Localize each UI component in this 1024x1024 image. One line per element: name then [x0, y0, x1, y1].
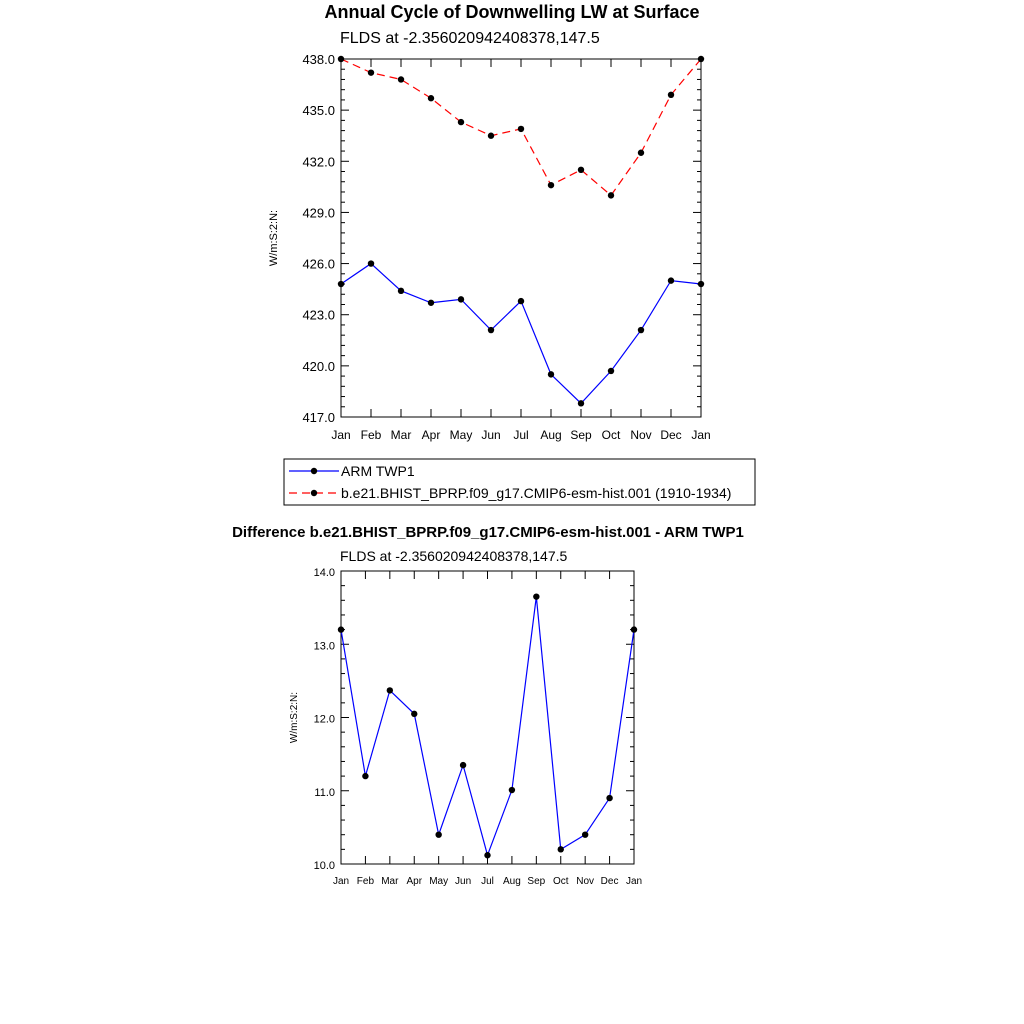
y-tick-label: 11.0 — [314, 786, 335, 799]
data-point — [558, 846, 564, 852]
data-point — [338, 626, 344, 632]
y-tick-label: 423.0 — [302, 307, 335, 323]
series-line-1 — [341, 597, 634, 856]
data-point — [518, 126, 524, 132]
x-tick-label: Aug — [540, 428, 562, 442]
y-tick-label: 12.0 — [313, 713, 335, 726]
data-point — [368, 69, 374, 75]
y-axis-label: W/m:S:2:N: — [268, 209, 280, 267]
chart1-legend — [284, 459, 755, 505]
data-point — [398, 76, 404, 82]
series-line-1 — [341, 264, 701, 404]
data-point — [698, 56, 704, 62]
y-tick-label: 13.0 — [313, 640, 335, 653]
data-point — [606, 795, 612, 801]
data-point — [411, 711, 417, 717]
y-tick-label: 426.0 — [302, 256, 335, 272]
legend-marker — [311, 490, 317, 496]
data-point — [428, 300, 434, 306]
x-tick-label: Apr — [421, 428, 441, 442]
data-point — [488, 133, 494, 139]
x-tick-label: Jun — [455, 876, 472, 887]
x-tick-label: Oct — [601, 428, 621, 442]
x-tick-label: Jul — [513, 428, 529, 442]
data-point — [338, 281, 344, 287]
data-point — [608, 192, 614, 198]
x-tick-label: Sep — [570, 428, 592, 442]
chart2 — [289, 567, 642, 887]
x-tick-label: Nov — [630, 428, 652, 442]
data-point — [509, 787, 515, 793]
data-point — [387, 687, 393, 693]
chart2-subtitle: FLDS at -2.356020942408378,147.5 — [340, 548, 568, 564]
x-tick-label: Jan — [331, 428, 351, 442]
plot-frame — [341, 59, 701, 417]
data-point — [398, 288, 404, 294]
data-point — [578, 400, 584, 406]
data-point — [638, 327, 644, 333]
data-point — [668, 92, 674, 98]
data-point — [631, 626, 637, 632]
x-tick-label: May — [449, 428, 473, 442]
data-point — [428, 95, 434, 101]
data-point — [578, 167, 584, 173]
data-point — [698, 281, 704, 287]
data-point — [458, 296, 464, 302]
x-tick-label: Sep — [527, 876, 546, 887]
x-tick-label: Mar — [381, 876, 399, 887]
y-tick-label: 417.0 — [302, 410, 335, 425]
data-point — [582, 832, 588, 838]
y-tick-label: 438.0 — [302, 52, 335, 67]
plot-frame — [341, 571, 634, 864]
x-tick-label: Mar — [390, 428, 412, 442]
x-tick-label: Jan — [625, 876, 643, 887]
x-tick-label: Jul — [481, 876, 494, 887]
y-tick-label: 14.0 — [313, 567, 335, 579]
y-tick-label: 429.0 — [302, 205, 335, 221]
x-tick-label: Dec — [660, 428, 682, 442]
data-point — [518, 298, 524, 304]
legend-marker — [311, 468, 317, 474]
x-tick-label: Jan — [332, 876, 350, 887]
x-tick-label: Dec — [600, 876, 619, 887]
x-tick-label: Jan — [691, 428, 711, 442]
x-tick-label: Nov — [576, 876, 595, 887]
data-point — [608, 368, 614, 374]
y-axis-label: W/m:S:2:N: — [289, 691, 300, 744]
chart1-title: Annual Cycle of Downwelling LW at Surface — [324, 2, 700, 22]
data-point — [638, 150, 644, 156]
chart2-title: Difference b.e21.BHIST_BPRP.f09_g17.CMIP6-esm-hist.001 - ARM TWP1 — [232, 524, 744, 541]
y-tick-label: 432.0 — [302, 154, 335, 170]
data-point — [338, 56, 344, 62]
x-tick-label: Jun — [481, 428, 501, 442]
y-tick-label: 10.0 — [313, 860, 335, 872]
x-tick-label: Aug — [503, 876, 521, 887]
x-tick-label: May — [429, 876, 449, 887]
data-point — [368, 260, 374, 266]
x-tick-label: Feb — [360, 428, 382, 442]
data-point — [668, 277, 674, 283]
data-point — [548, 371, 554, 377]
data-point — [435, 832, 441, 838]
data-point — [458, 119, 464, 125]
legend-label-1: ARM TWP1 — [341, 463, 415, 479]
x-tick-label: Oct — [552, 876, 569, 887]
data-point — [484, 852, 490, 858]
data-point — [362, 773, 368, 779]
chart1-subtitle: FLDS at -2.356020942408378,147.5 — [340, 30, 600, 47]
x-tick-label: Feb — [356, 876, 375, 887]
y-tick-label: 435.0 — [302, 103, 335, 119]
data-point — [548, 182, 554, 188]
data-point — [533, 593, 539, 599]
chart1 — [268, 52, 711, 442]
y-tick-label: 420.0 — [302, 358, 335, 374]
legend-label-2: b.e21.BHIST_BPRP.f09_g17.CMIP6-esm-hist.001 (1910-1934) — [341, 485, 732, 501]
x-tick-label: Apr — [406, 876, 423, 887]
data-point — [488, 327, 494, 333]
data-point — [460, 762, 466, 768]
